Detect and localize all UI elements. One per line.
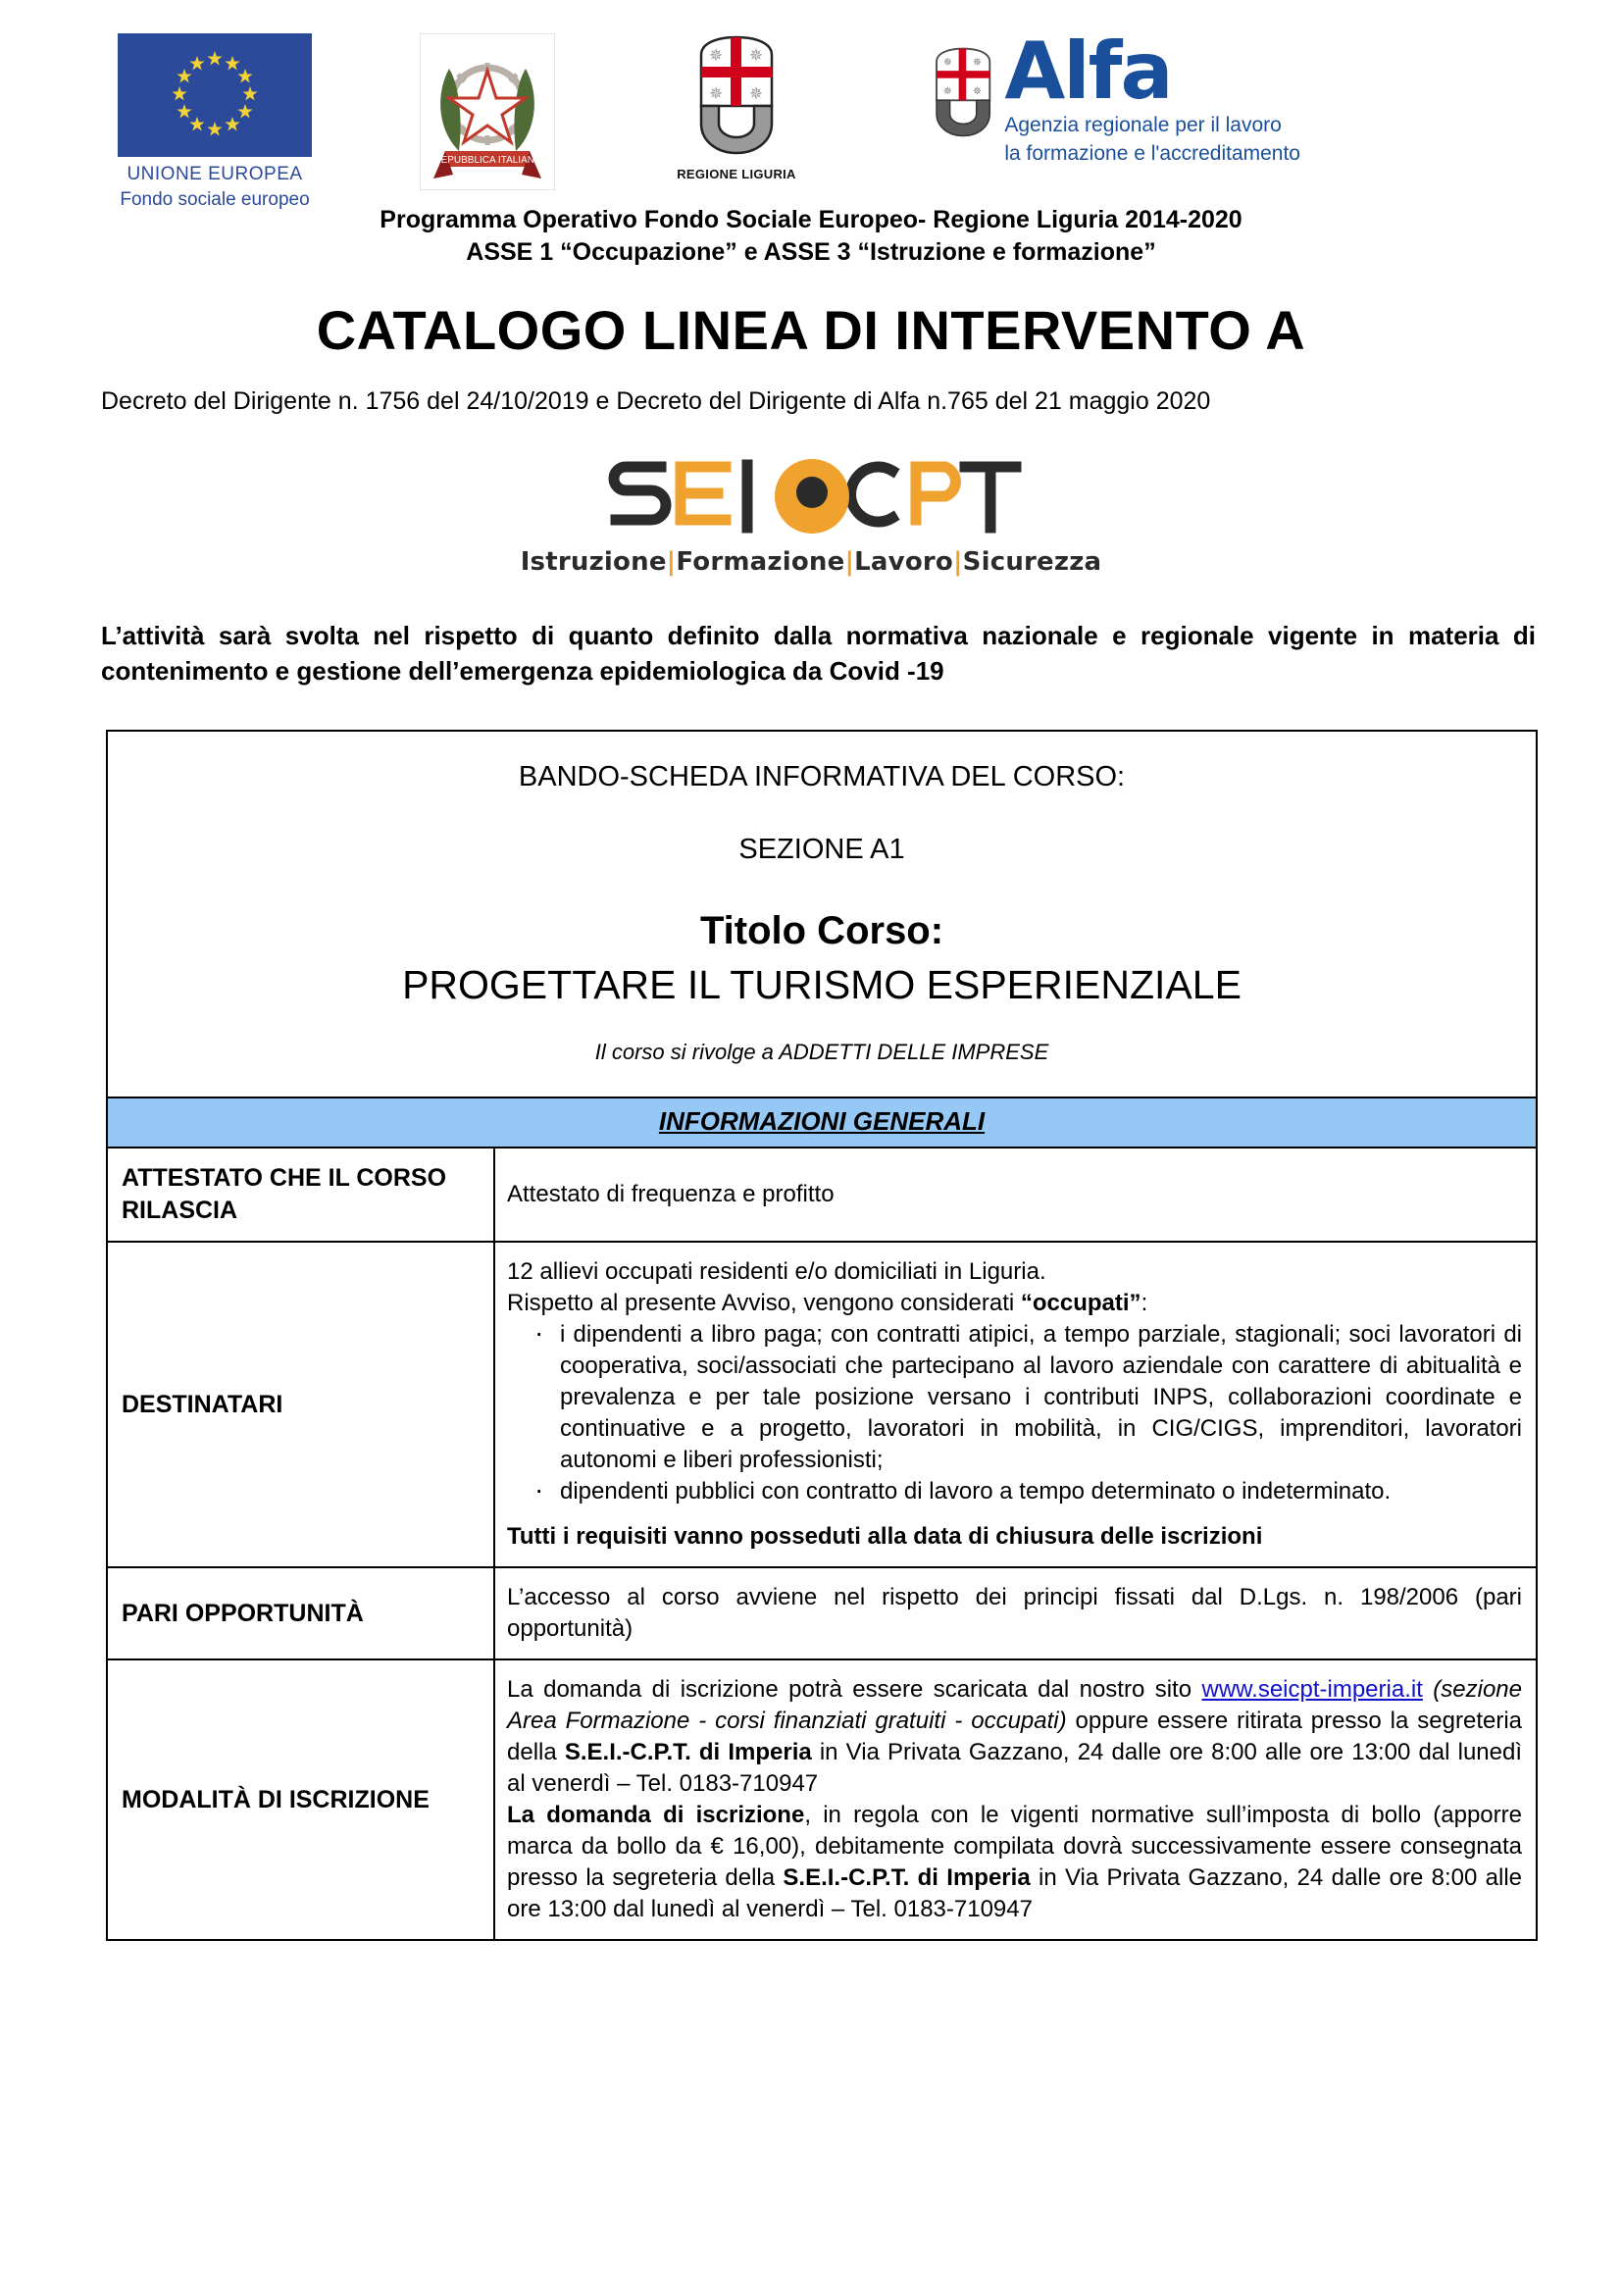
regione-liguria-shield-icon <box>689 33 784 157</box>
seicpt-wordmark-icon <box>600 451 1022 545</box>
eu-stars-svg <box>118 33 312 157</box>
course-info-table <box>106 730 1538 1941</box>
alfa-wordmark: Alfa <box>1004 26 1172 117</box>
svg-text:✵: ✵ <box>708 84 724 104</box>
si-rivolge-prefix: Il corso si rivolge a <box>594 1040 780 1064</box>
row-label-pari-opportunita: PARI OPPORTUNITÀ <box>107 1567 494 1659</box>
tagline-part-4: Sicurezza <box>962 547 1102 577</box>
regione-liguria-logo <box>663 33 810 181</box>
seicpt-wordmark <box>600 451 1022 545</box>
table-row <box>107 1148 1537 1242</box>
destinatari-closing-note: Tutti i requisiti vanno posseduti alla data di chiusura delle iscrizioni <box>507 1523 1263 1550</box>
row-label-attestato: ATTESTATO CHE IL CORSO RILASCIA <box>107 1148 494 1242</box>
sezione-line: SEZIONE A1 <box>738 834 905 865</box>
band-label: INFORMAZIONI GENERALI <box>658 1106 986 1136</box>
row-value-destinatari <box>494 1242 1537 1567</box>
eu-caption-line1: UNIONE EUROPEA <box>127 164 303 184</box>
alfa-logo <box>928 26 1300 167</box>
european-union-flag-icon <box>118 33 312 157</box>
svg-text:✵: ✵ <box>748 46 764 66</box>
course-info-table-wrapper <box>0 730 1622 1941</box>
svg-text:✵: ✵ <box>708 46 724 66</box>
seicpt-website-link[interactable]: www.seicpt-imperia.it <box>1201 1676 1423 1703</box>
modalita-p2-a: , in regola con le vigenti normative sull’imposta di bollo (apporre marca da bollo da € 16,00), debitamente compilata dovrà successivamente essere consegnata presso la segreteria della <box>507 1802 1522 1891</box>
destinatari-intro2-pre: Rispetto al presente Avviso, vengono considerati <box>507 1290 1021 1316</box>
svg-text:✵: ✵ <box>972 55 983 69</box>
decreto-reference: Decreto del Dirigente n. 1756 del 24/10/2019 e Decreto del Dirigente di Alfa n.765 del 21 maggio 2020 <box>101 387 1211 415</box>
covid-notice: L’attività sarà svolta nel rispetto di quanto definito dalla normativa nazionale e regionale vigente in materia di contenimento e gestione dell’emergenza epidemiologica da Covid -19 <box>101 621 1536 686</box>
row-label-destinatari: DESTINATARI <box>107 1242 494 1567</box>
informazioni-generali-band-row <box>107 1097 1537 1148</box>
repubblica-italiana-emblem-icon <box>420 33 555 190</box>
modalita-p1-a: La domanda di iscrizione potrà essere scaricata dal nostro sito <box>507 1676 1202 1703</box>
table-row <box>107 1567 1537 1659</box>
scheda-header-cell <box>107 731 1537 1097</box>
modalita-p1-c: oppure essere ritirata presso la segreteria della <box>507 1708 1523 1765</box>
tagline-separator-2: | <box>844 547 855 577</box>
list-item: · dipendenti pubblici con contratto di lavoro a tempo determinato o indeterminato. <box>534 1476 1522 1507</box>
modalita-p2-b: in Via Privata Gazzano, 24 dalle ore 8:00 alle ore 13:00 dal lunedì al venerdì – Tel. 0183-710947 <box>507 1864 1523 1922</box>
modalita-p1-b: (sezione <box>1422 1676 1523 1703</box>
eu-caption-line2: Fondo sociale europeo <box>120 189 310 210</box>
destinatari-intro2-post: : <box>1140 1290 1148 1316</box>
table-header-row <box>107 731 1537 1097</box>
modalita-p2-bold-lead: La domanda di iscrizione <box>507 1802 805 1828</box>
tagline-part-2: Formazione <box>676 547 845 577</box>
destinatari-occupati-bold: “occupati” <box>1020 1290 1141 1316</box>
bando-line: BANDO-SCHEDA INFORMATIVA DEL CORSO: <box>518 761 1126 792</box>
alfa-shield-icon <box>928 33 998 151</box>
svg-text:✵: ✵ <box>972 84 983 98</box>
seicpt-logo <box>0 451 1622 577</box>
svg-text:✵: ✵ <box>942 84 953 98</box>
repubblica-italiana-logo <box>420 33 557 194</box>
modalita-p1-bold-org: S.E.I.-C.P.T. di Imperia <box>564 1739 812 1765</box>
modalita-paragraph-1 <box>507 1674 1522 1800</box>
institutional-logo-bar <box>0 0 1622 210</box>
seicpt-tagline <box>521 547 1102 577</box>
alfa-subtitle-line1: Agenzia regionale per il lavoro <box>1004 114 1282 136</box>
destinatari-intro-2 <box>507 1288 1522 1319</box>
table-row <box>107 1659 1537 1940</box>
alfa-subtitle-line2: la formazione e l'accreditamento <box>1004 142 1300 165</box>
row-value-pari-opportunita: L’accesso al corso avviene nel rispetto dei principi fissati dal D.Lgs. n. 198/2006 (pari opportunità) <box>494 1567 1537 1659</box>
page-title: CATALOGO LINEA DI INTERVENTO A <box>316 299 1306 361</box>
corso-name: PROGETTARE IL TURISMO ESPERIENZIALE <box>402 962 1242 1007</box>
tagline-separator-3: | <box>952 547 963 577</box>
informazioni-generali-band <box>107 1097 1537 1148</box>
tagline-part-1: Istruzione <box>520 547 667 577</box>
eu-logo <box>118 33 314 211</box>
row-value-modalita-iscrizione <box>494 1659 1537 1940</box>
table-row <box>107 1242 1537 1567</box>
row-label-modalita-iscrizione: MODALITÀ DI ISCRIZIONE <box>107 1659 494 1940</box>
programme-line-2: ASSE 1 “Occupazione” e ASSE 3 “Istruzione e formazione” <box>466 238 1156 266</box>
row-value-attestato: Attestato di frequenza e profitto <box>494 1148 1537 1242</box>
tagline-separator-1: | <box>666 547 677 577</box>
svg-text:✵: ✵ <box>942 55 953 69</box>
list-item: · i dipendenti a libro paga; con contratti atipici, a tempo parziale, stagionali; soci lavoratori di cooperativa, soci/associati che partecipano al lavoro aziendale con carattere di abitualità e prevalenza e per tale posizione versano i contributi INPS, collaborazioni coordinate e continuative e a progetto, lavoratori in mobilità, in CIG/CIGS, imprenditori, lavoratori autonomi e liberi professionisti; <box>534 1319 1522 1476</box>
modalita-p1-italic: Area Formazione - corsi finanziati gratuiti - occupati) <box>507 1708 1067 1734</box>
titolo-corso-label: Titolo Corso: <box>699 909 944 952</box>
destinatari-bullet-list <box>507 1319 1522 1507</box>
modalita-p1-d: in Via Privata Gazzano, 24 dalle ore 8:00 alle ore 13:00 dal lunedì al venerdì – Tel. 0183-710947 <box>507 1739 1522 1797</box>
svg-text:REPUBBLICA ITALIANA: REPUBBLICA ITALIANA <box>433 155 541 166</box>
destinatari-intro-1: 12 allievi occupati residenti e/o domiciliati in Liguria. <box>507 1258 1046 1285</box>
modalita-p2-bold-org: S.E.I.-C.P.T. di Imperia <box>783 1864 1031 1891</box>
regione-liguria-caption: REGIONE LIGURIA <box>677 167 796 181</box>
svg-text:✵: ✵ <box>748 84 764 104</box>
si-rivolge-target: ADDETTI DELLE IMPRESE <box>779 1040 1049 1064</box>
modalita-paragraph-2 <box>507 1800 1522 1925</box>
si-rivolge-line <box>118 1038 1526 1067</box>
programme-line-1: Programma Operativo Fondo Sociale Europeo- Regione Liguria 2014-2020 <box>380 206 1242 233</box>
tagline-part-3: Lavoro <box>854 547 953 577</box>
